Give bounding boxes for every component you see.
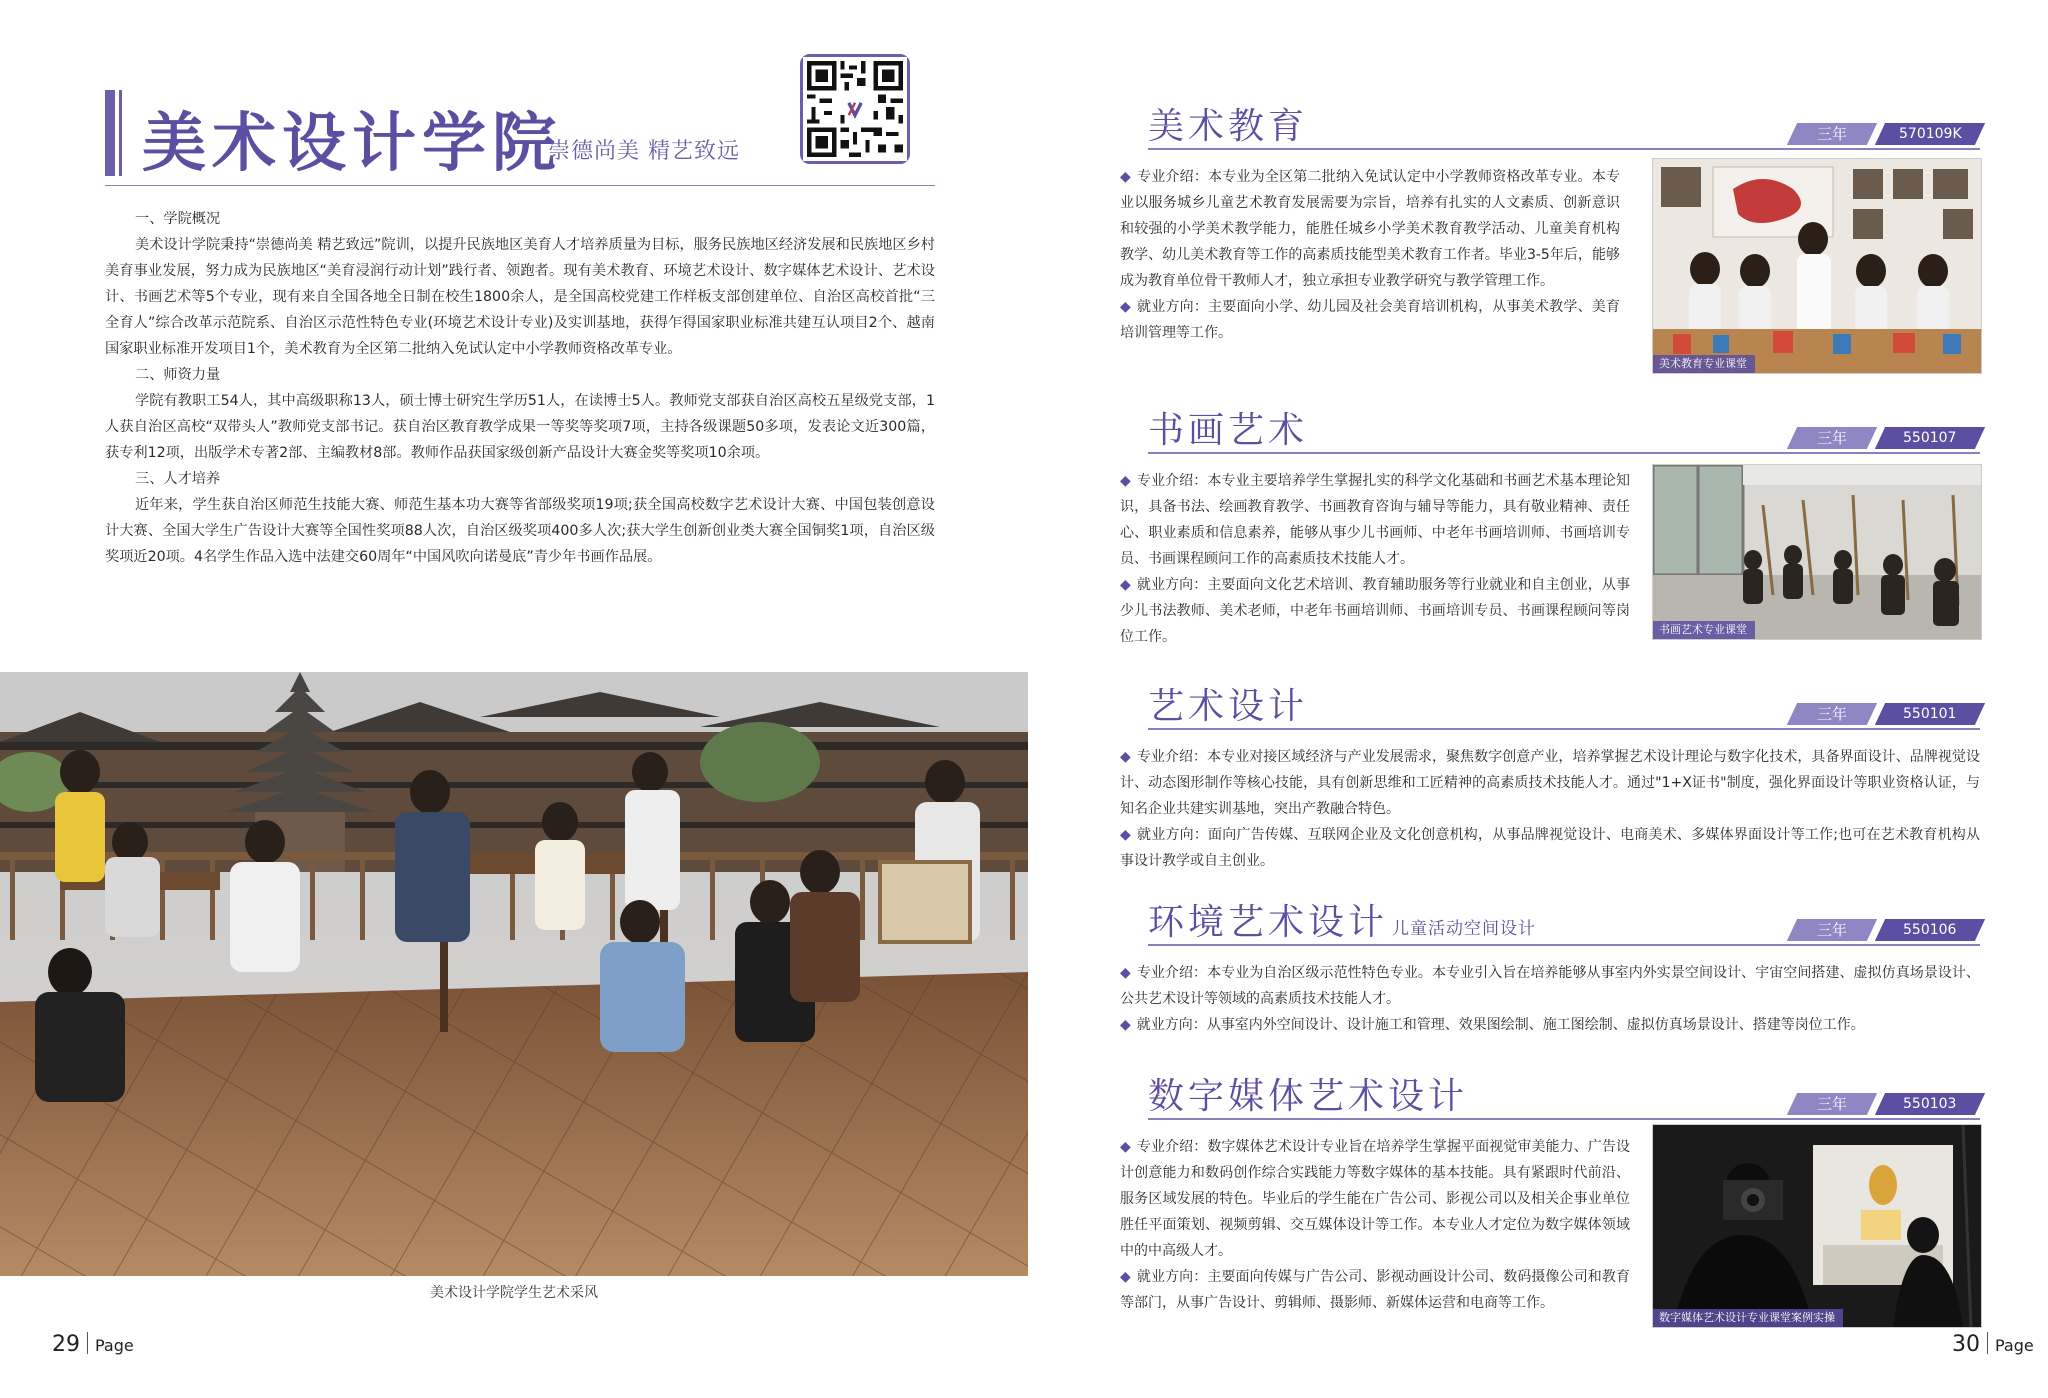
section-title: 美术教育 bbox=[1148, 106, 1309, 147]
page-motto: 崇德尚美 精艺致远 bbox=[548, 139, 740, 164]
program-years-badge bbox=[1787, 1093, 1877, 1115]
page-number-divider bbox=[87, 1332, 88, 1354]
section-title bbox=[1148, 894, 1536, 945]
program-code-badge bbox=[1875, 123, 1985, 145]
section-divider bbox=[1148, 452, 1980, 454]
program-tag bbox=[1780, 919, 1980, 941]
program-intro: ◆ 专业介绍：本专业对接区域经济与产业发展需求，聚焦数字创意产业，培养掌握艺术设计理论与数字化技术，具备界面设计、品牌视觉设计、动态图形制作等核心技能，具有创新思维和工匠精神的高素质技术技能人才。通过"1+X证书"制度，强化界面设计等职业资格认证，与知名企业共建实训基地，突出产教融合特色。 bbox=[1120, 749, 1980, 817]
section-body bbox=[1120, 468, 1630, 650]
qr-code-icon[interactable] bbox=[800, 54, 910, 164]
program-years: 三年 bbox=[1816, 921, 1847, 939]
program-code: 570109K bbox=[1898, 126, 1962, 142]
page-number: 29 bbox=[52, 1332, 80, 1357]
major-section-art-design bbox=[1120, 678, 1980, 878]
page-number-left bbox=[52, 1332, 134, 1357]
right-page bbox=[1024, 0, 2048, 1398]
diamond-bullet-icon: ◆ bbox=[1120, 749, 1131, 765]
photo-caption: 美术设计学院学生艺术采风 bbox=[430, 1285, 598, 1301]
program-code-badge bbox=[1875, 703, 1985, 725]
page-word: Page bbox=[1995, 1336, 2034, 1355]
program-code: 550101 bbox=[1903, 706, 1957, 722]
section-title-text: 环境艺术设计 bbox=[1148, 902, 1389, 943]
program-years: 三年 bbox=[1816, 125, 1847, 143]
major-section-calligraphy-painting bbox=[1120, 402, 1980, 662]
diamond-bullet-icon: ◆ bbox=[1120, 169, 1131, 185]
section-heading-faculty: 二、师资力量 bbox=[135, 367, 221, 383]
program-intro: ◆ 专业介绍：数字媒体艺术设计专业旨在培养学生掌握平面视觉审美能力、广告设计创意能力和数码创作综合实践能力等数字媒体的基本技能。具有紧跟时代前沿、服务区域发展的特色。毕业后的学生能在广告公司、影视公司以及相关企事业单位胜任平面策划、视频剪辑、交互媒体设计等工作。本专业人才定位为数字媒体领域中的中高级人才。 bbox=[1120, 1139, 1630, 1259]
program-years-badge bbox=[1787, 427, 1877, 449]
program-career: ◆ 就业方向：主要面向传媒与广告公司、影视动画设计公司、数码摄像公司和教育等部门，从事广告设计、剪辑师、摄影师、新媒体运营和电商等工作。 bbox=[1120, 1269, 1630, 1311]
program-tag bbox=[1780, 123, 1980, 145]
program-code-badge bbox=[1875, 427, 1985, 449]
program-years-badge bbox=[1787, 919, 1877, 941]
diamond-bullet-icon: ◆ bbox=[1120, 577, 1131, 593]
page-title: 美术设计学院 bbox=[142, 106, 562, 181]
diamond-bullet-icon: ◆ bbox=[1120, 1139, 1131, 1155]
section-divider bbox=[1148, 1118, 1980, 1120]
section-heading-overview: 一、学院概况 bbox=[135, 211, 221, 227]
section-heading-training: 三、人才培养 bbox=[135, 471, 221, 487]
diamond-bullet-icon: ◆ bbox=[1120, 965, 1131, 981]
college-overview bbox=[105, 206, 935, 570]
program-intro: ◆ 专业介绍：本专业主要培养学生掌握扎实的科学文化基础和书画艺术基本理论知识，具备书法、绘画教育教学、书画教育咨询与辅导等能力，具有敬业精神、责任心、职业素质和信息素养，能够从事少儿书画师、中老年书画培训师、书画培训专员、书画课程顾问工作的高素质技术技能人才。 bbox=[1120, 473, 1630, 567]
program-years: 三年 bbox=[1816, 429, 1847, 447]
section-body bbox=[1120, 744, 1980, 874]
program-years: 三年 bbox=[1816, 705, 1847, 723]
section-title: 数字媒体艺术设计 bbox=[1148, 1076, 1469, 1117]
diamond-bullet-icon: ◆ bbox=[1120, 299, 1131, 315]
program-years: 三年 bbox=[1816, 1095, 1847, 1113]
diamond-bullet-icon: ◆ bbox=[1120, 1017, 1131, 1033]
section-divider bbox=[1148, 148, 1980, 150]
program-code: 550107 bbox=[1903, 430, 1957, 446]
program-tag bbox=[1780, 703, 1980, 725]
section-body bbox=[1120, 1134, 1630, 1316]
program-code-badge bbox=[1875, 919, 1985, 941]
page-number-right bbox=[1952, 1332, 2034, 1357]
program-code: 550103 bbox=[1903, 1096, 1957, 1112]
program-code-badge bbox=[1875, 1093, 1985, 1115]
diamond-bullet-icon: ◆ bbox=[1120, 473, 1131, 489]
photo-label: 数字媒体艺术设计专业课堂案例实操 bbox=[1653, 1309, 1843, 1327]
title-accent-bar bbox=[105, 90, 115, 176]
page-number: 30 bbox=[1952, 1332, 1980, 1357]
section-title: 书画艺术 bbox=[1148, 410, 1309, 451]
program-career: ◆ 就业方向：主要面向文化艺术培训、教育辅助服务等行业就业和自主创业，从事少儿书法教师、美术老师，中老年书画培训师、书画培训专员、书画课程顾问等岗位工作。 bbox=[1120, 577, 1630, 645]
section-body bbox=[1120, 164, 1620, 346]
program-career: ◆ 就业方向：面向广告传媒、互联网企业及文化创意机构，从事品牌视觉设计、电商美术、多媒体界面设计等工作;也可在艺术教育机构从事设计教学或自主创业。 bbox=[1120, 827, 1980, 869]
photo-label: 美术教育专业课堂 bbox=[1653, 355, 1755, 373]
title-accent-bar-thin bbox=[119, 90, 122, 176]
program-tag bbox=[1780, 1093, 1980, 1115]
page-word: Page bbox=[95, 1336, 134, 1355]
section-title: 艺术设计 bbox=[1148, 686, 1309, 727]
overview-paragraph: 美术设计学院秉持“崇德尚美 精艺致远”院训，以提升民族地区美育人才培养质量为目标，服务民族地区经济发展和民族地区乡村美育事业发展，努力成为民族地区“美育浸润行动计划”践行者、领跑者。现有美术教育、环境艺术设计、数字媒体艺术设计、艺术设计、书画艺术等5个专业，现有来自全国各地全日制在校生1800余人，是全国高校党建工作样板支部创建单位、自治区高校首批“三全育人”综合改革示范院系、自治区示范性特色专业(环境艺术设计专业)及实训基地，获得乍得国家职业标准共建互认项目2个、越南国家职业标准开发项目1个，美术教育为全区第二批纳入免试认定中小学教师资格改革专业。 bbox=[105, 237, 935, 357]
program-career: ◆ 就业方向：主要面向小学、幼儿园及社会美育培训机构，从事美术教学、美育培训管理等工作。 bbox=[1120, 299, 1620, 341]
calligraphy-classroom-photo bbox=[1652, 464, 1982, 640]
section-divider bbox=[1148, 944, 1980, 946]
program-years-badge bbox=[1787, 123, 1877, 145]
diamond-bullet-icon: ◆ bbox=[1120, 1269, 1131, 1285]
diamond-bullet-icon: ◆ bbox=[1120, 827, 1131, 843]
training-paragraph: 近年来，学生获自治区师范生技能大赛、师范生基本功大赛等省部级奖项19项;获全国高校数字艺术设计大赛、中国包装创意设计大赛、全国大学生广告设计大赛等全国性奖项88人次，自治区级奖项400多人次;获大学生创新创业类大赛全国铜奖1项，自治区级奖项近20项。4名学生作品入选中法建交60周年“中国风吹向诺曼底”青少年书画作品展。 bbox=[105, 497, 935, 565]
page-number-divider bbox=[1987, 1332, 1988, 1354]
major-section-art-education bbox=[1120, 98, 1980, 378]
photo-label: 书画艺术专业课堂 bbox=[1653, 621, 1755, 639]
digital-media-studio-photo bbox=[1652, 1124, 1982, 1328]
title-divider bbox=[105, 185, 935, 186]
program-intro: ◆ 专业介绍：本专业为自治区级示范性特色专业。本专业引入旨在培养能够从事室内外实景空间设计、宇宙空间搭建、虚拟仿真场景设计、公共艺术设计等领域的高素质技术技能人才。 bbox=[1120, 965, 1980, 1007]
program-code: 550106 bbox=[1903, 922, 1957, 938]
program-intro: ◆ 专业介绍：本专业为全区第二批纳入免试认定中小学教师资格改革专业。本专业以服务城乡儿童艺术教育发展需要为宗旨，培养有扎实的人文素质、创新意识和较强的小学美术教学能力，能胜任城乡小学美术教育教学活动、儿童美育机构教学、幼儿美术教育等工作的高素质技能型美术教育工作者。毕业3-5年后，能够成为教育单位骨干教师人才，独立承担专业教学研究与教学管理工作。 bbox=[1120, 169, 1620, 289]
major-section-digital-media-art-design bbox=[1120, 1068, 1980, 1328]
section-body bbox=[1120, 960, 1980, 1038]
section-title-suffix: 儿童活动空间设计 bbox=[1392, 919, 1537, 939]
program-career: ◆ 就业方向：从事室内外空间设计、设计施工和管理、效果图绘制、施工图绘制、虚拟仿真场景设计、搭建等岗位工作。 bbox=[1120, 1017, 1865, 1033]
student-sketching-photo bbox=[0, 672, 1028, 1276]
program-years-badge bbox=[1787, 703, 1877, 725]
section-divider bbox=[1148, 728, 1980, 730]
major-section-environmental-art-design bbox=[1120, 894, 1980, 1044]
faculty-paragraph: 学院有教职工54人，其中高级职称13人，硕士博士研究生学历51人，在读博士5人。教师党支部获自治区高校五星级党支部，1人获自治区高校“双带头人”教师党支部书记。获自治区教育教学成果一等奖等奖项7项，主持各级课题50多项，发表论文近300篇，获专利12项，出版学术专著2部、主编教材8部。教师作品获国家级创新产品设计大赛金奖等奖项10余项。 bbox=[105, 393, 935, 461]
art-education-classroom-photo bbox=[1652, 158, 1982, 374]
program-tag bbox=[1780, 427, 1980, 449]
